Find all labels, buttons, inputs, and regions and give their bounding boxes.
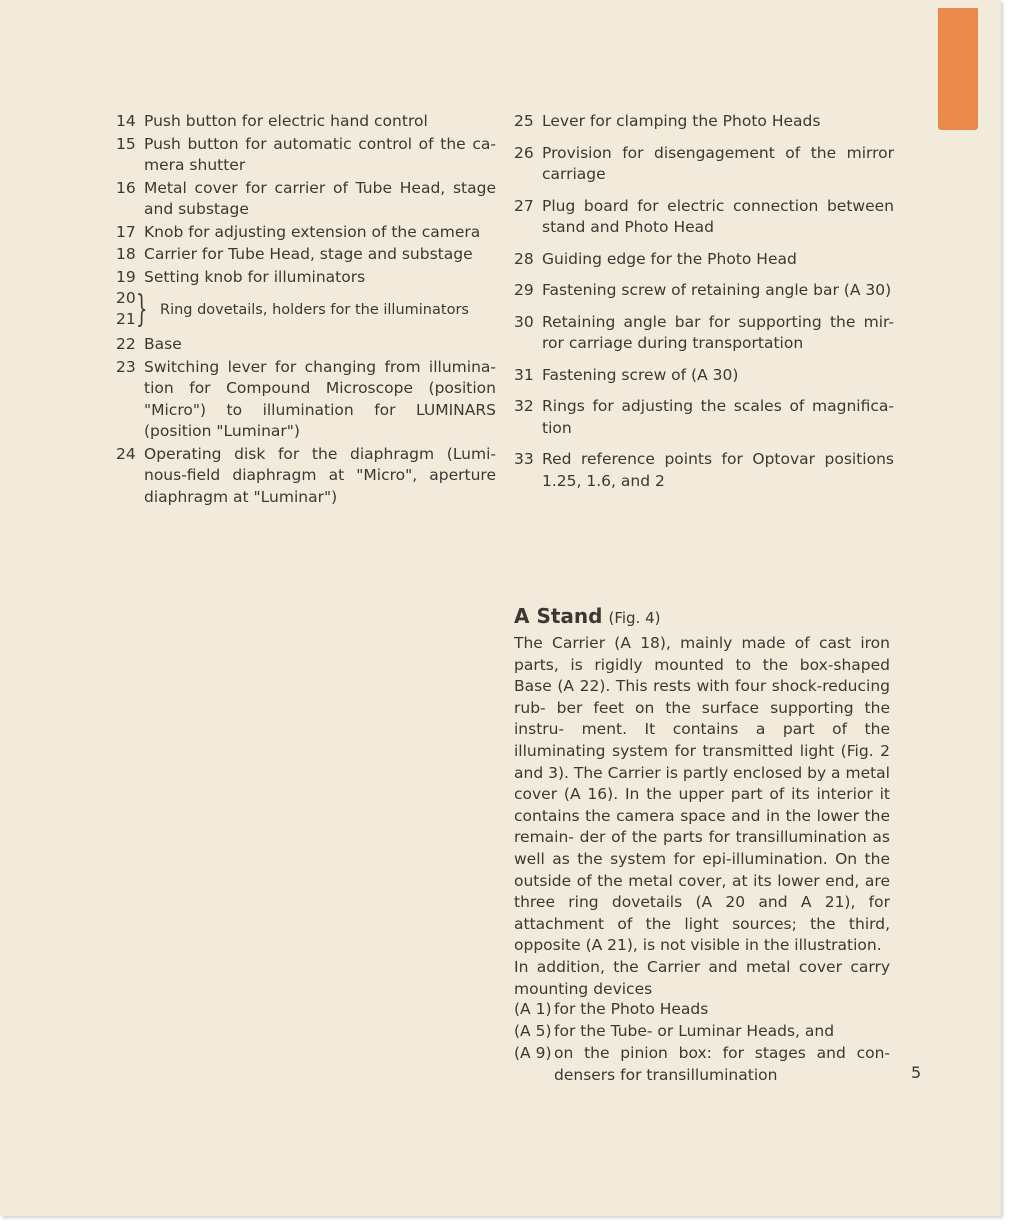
legend-text: Base <box>144 335 182 353</box>
legend-item-24 <box>116 444 496 509</box>
legend-number: 20 <box>116 289 136 307</box>
legend-number: 16 <box>116 178 136 197</box>
legend-number: 18 <box>116 245 136 263</box>
legend-text: Fastening screw of retaining angle bar (A 30) <box>542 281 892 299</box>
legend-item-33 <box>514 449 894 492</box>
legend-number: 14 <box>116 112 136 130</box>
body-paragraph: In addition, the Carrier and metal cover carry mounting devices <box>514 957 890 998</box>
legend-text: Rings for adjusting the scales of magnifica- tion <box>542 397 894 437</box>
legend-number: 33 <box>514 450 534 468</box>
legend-number: 29 <box>514 281 534 299</box>
legend-text: Retaining angle bar for supporting the mir- ror carriage during transportation <box>542 312 894 352</box>
legend-number: 27 <box>514 196 534 215</box>
brace-icon: } <box>136 289 148 330</box>
legend-item-15 <box>116 134 496 177</box>
legend-text: Ring dovetails, holders for the illuminators <box>160 302 469 318</box>
legend-number: 31 <box>514 365 534 384</box>
legend-text: Setting knob for illuminators <box>144 267 366 286</box>
orange-page-tab <box>938 8 978 130</box>
legend-text: Push button for automatic control of the ca- mera shutter <box>144 134 496 174</box>
legend-text: Plug board for electric connection between stand and Photo Head <box>542 196 894 236</box>
legend-item-25 <box>514 111 894 133</box>
mount-item-a1 <box>514 999 890 1021</box>
legend-item-20-21 <box>116 288 496 334</box>
mount-text: for the Photo Heads <box>554 1000 709 1018</box>
legend-item-30 <box>514 312 894 355</box>
legend-text: Fastening screw of (A 30) <box>542 365 739 384</box>
mount-text: on the pinion box: for stages and con- densers for transillumination <box>554 1044 890 1084</box>
section-title: A Stand <box>514 604 603 628</box>
mount-item-a5 <box>514 1021 890 1043</box>
legend-number: 19 <box>116 267 136 286</box>
figure-reference: (Fig. 4) <box>608 609 661 627</box>
legend-text: Provision for disengagement of the mirror carriage <box>542 143 894 183</box>
legend-item-28 <box>514 249 894 271</box>
legend-text: Carrier for Tube Head, stage and substage <box>144 245 473 263</box>
legend-item-32 <box>514 396 894 439</box>
legend-number: 17 <box>116 222 136 241</box>
legend-item-14 <box>116 111 496 133</box>
legend-text: Metal cover for carrier of Tube Head, stage and substage <box>144 178 496 218</box>
legend-left-column <box>116 111 496 508</box>
legend-text: Push button for electric hand control <box>144 112 428 130</box>
legend-item-29 <box>514 280 894 302</box>
legend-number: 21 <box>116 310 136 328</box>
legend-number: 24 <box>116 444 136 463</box>
legend-text: Knob for adjusting extension of the camera <box>144 222 481 241</box>
legend-number: 26 <box>514 143 534 162</box>
legend-text: Red reference points for Optovar positions 1.25, 1.6, and 2 <box>542 450 894 490</box>
legend-text: Operating disk for the diaphragm (Lumi- nous-field diaphragm at "Micro", aperture diaphragm at "Luminar") <box>144 444 496 506</box>
legend-number: 15 <box>116 134 136 153</box>
page-number: 5 <box>911 1063 922 1082</box>
legend-item-19 <box>116 267 496 289</box>
legend-number: 23 <box>116 357 136 376</box>
mount-ref: (A 5) <box>514 1022 552 1040</box>
legend-item-16 <box>116 178 496 221</box>
mount-ref: (A 9) <box>514 1044 552 1062</box>
legend-text: Lever for clamping the Photo Heads <box>542 112 821 130</box>
legend-item-26 <box>514 143 894 186</box>
section-heading <box>514 603 660 631</box>
legend-item-27 <box>514 196 894 239</box>
legend-number: 25 <box>514 112 534 130</box>
legend-item-18 <box>116 244 496 266</box>
legend-item-17 <box>116 222 496 244</box>
legend-item-31 <box>514 365 894 387</box>
mount-ref: (A 1) <box>514 1000 552 1018</box>
legend-number: 28 <box>514 249 534 268</box>
legend-number: 32 <box>514 397 534 415</box>
legend-text: Switching lever for changing from illumina- tion for Compound Microscope (position "Micro") to illumination for LUMINARS (position "Luminar") <box>144 357 496 440</box>
legend-number: 30 <box>514 312 534 331</box>
legend-text: Guiding edge for the Photo Head <box>542 249 797 268</box>
legend-number: 22 <box>116 335 136 353</box>
legend-item-23 <box>116 357 496 443</box>
mount-text: for the Tube- or Luminar Heads, and <box>554 1022 835 1040</box>
body-paragraph: The Carrier (A 18), mainly made of cast iron parts, is rigidly mounted to the box-shaped Base (A 22). This rests with four shock-reducing rub- ber feet on the surface supporting the instru- ment. It contains a part of the illuminating system for transmitted light (Fig. 2 and 3). The Carrier is partly enclosed by a metal cover (A 16). In the upper part of its interior it contains the camera space and in the lower the remain- der of the parts for transillumination as well as the system for epi-illumination. On the outside of the metal cover, at its lower end, are three ring dovetails (A 20 and A 21), for attachment of the light sources; the third, opposite (A 21), is not visible in the illustration. <box>514 634 890 955</box>
legend-item-22 <box>116 334 496 356</box>
legend-right-column <box>514 111 894 492</box>
mount-item-a9 <box>514 1043 890 1086</box>
section-body <box>514 633 890 1000</box>
